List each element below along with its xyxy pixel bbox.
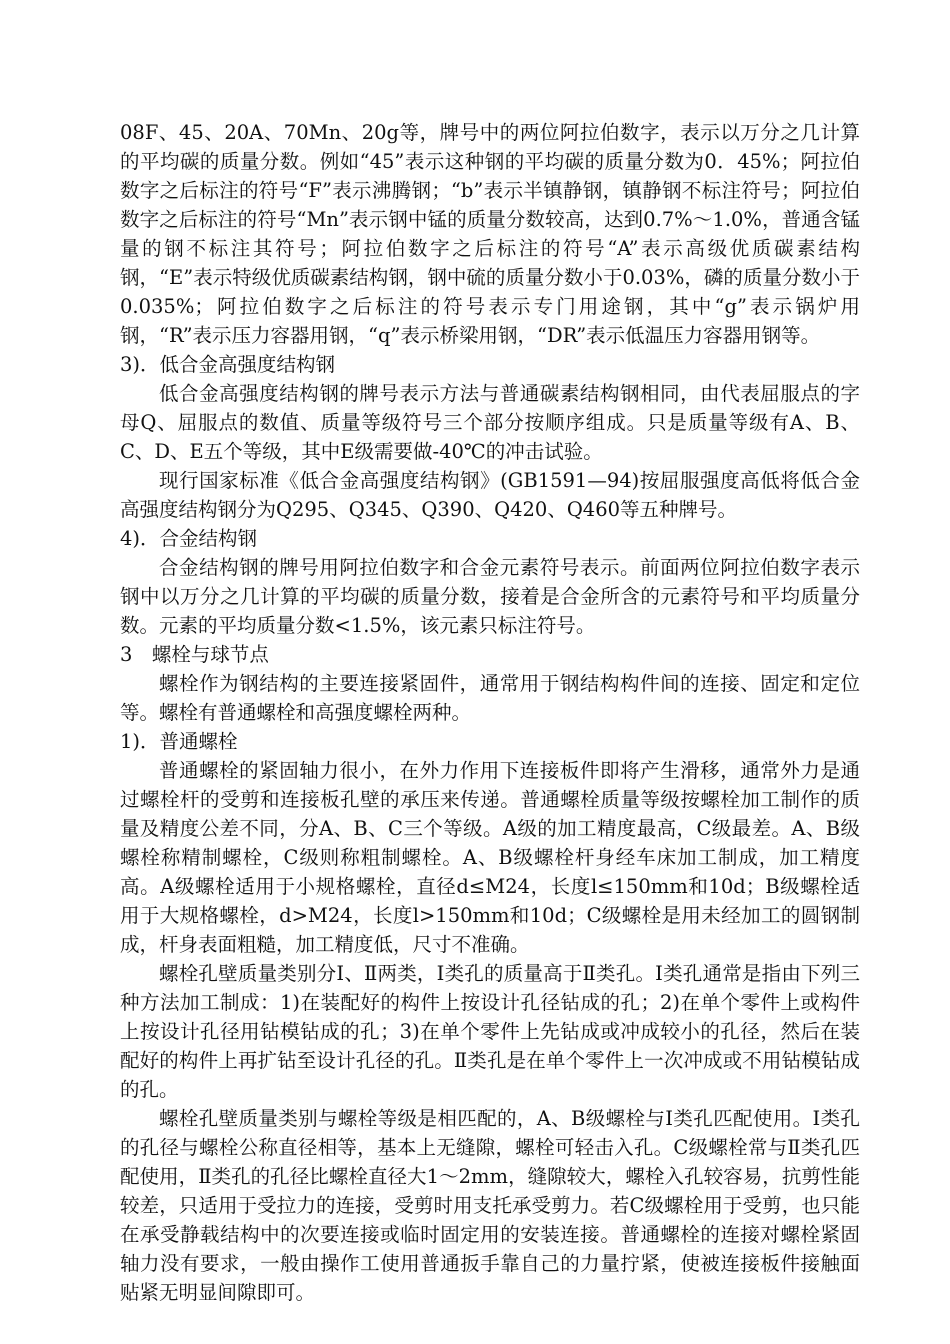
paragraph-bolt-hole-classes: 螺栓孔壁质量类别分Ⅰ、Ⅱ两类，Ⅰ类孔的质量高于Ⅱ类孔。Ⅰ类孔通常是指由下列三种方法加工制成：1)在装配好的构件上按设计孔径钻成的孔；2)在单个零件上或构件上按设计孔径用钻模钻成的孔；3)在单个零件上先钻成或冲成较小的孔径，然后在装配好的构件上再扩钻至设计孔径的孔。Ⅱ类孔是在单个零件上一次冲成或不用钻模钻成的孔。 [120,962,860,1101]
paragraph-alloy-steel-notation: 合金结构钢的牌号用阿拉伯数字和合金元素符号表示。前面两位阿拉伯数字表示钢中以万分之几计算的平均碳的质量分数，接着是合金所含的元素符号和平均质量分数。元素的平均质量分数<1.5%，该元素只标注符号。 [120,556,860,637]
heading-bolts-and-ball-joints: 3 螺栓与球节点 [120,643,269,666]
heading-low-alloy-steel: 3)．低合金高强度结构钢 [120,353,336,376]
document-page [120,118,860,1307]
heading-ordinary-bolts: 1)．普通螺栓 [120,730,238,753]
paragraph-bolt-intro: 螺栓作为钢结构的主要连接紧固件，通常用于钢结构构件间的连接、固定和定位等。螺栓有普通螺栓和高强度螺栓两种。 [120,672,860,724]
heading-alloy-structural-steel: 4)．合金结构钢 [120,527,258,550]
paragraph-ordinary-bolt-grades: 普通螺栓的紧固轴力很小，在外力作用下连接板件即将产生滑移，通常外力是通过螺栓杆的受剪和连接板孔壁的承压来传递。普通螺栓质量等级按螺栓加工制作的质量及精度公差不同，分A、B、C三个等级。A级的加工精度最高，C级最差。A、B级螺栓称精制螺栓，C级则称粗制螺栓。A、B级螺栓杆身经车床加工制成，加工精度高。A级螺栓适用于小规格螺栓，直径d≤M24，长度l≤150mm和10d；B级螺栓适用于大规格螺栓，d>M24，长度l>150mm和10d；C级螺栓是用未经加工的圆钢制成，杆身表面粗糙，加工精度低，尺寸不准确。 [120,759,860,956]
paragraph-bolt-hole-matching: 螺栓孔壁质量类别与螺栓等级是相匹配的，A、B级螺栓与Ⅰ类孔匹配使用。Ⅰ类孔的孔径与螺栓公称直径相等，基本上无缝隙，螺栓可轻击入孔。C级螺栓常与Ⅱ类孔匹配使用，Ⅱ类孔的孔径比螺栓直径大1～2mm，缝隙较大，螺栓入孔较容易，抗剪性能较差，只适用于受拉力的连接，受剪时用支托承受剪力。若C级螺栓用于受剪，也只能在承受静载结构中的次要连接或临时固定用的安装连接。普通螺栓的连接对螺栓紧固轴力没有要求，一般由操作工使用普通扳手靠自己的力量拧紧，使被连接板件接触面贴紧无明显间隙即可。 [120,1107,860,1304]
paragraph-low-alloy-grade-notation: 低合金高强度结构钢的牌号表示方法与普通碳素结构钢相同，由代表屈服点的字母Q、屈服点的数值、质量等级符号三个部分按顺序组成。只是质量等级有A、B、C、D、E五个等级，其中E级需要做-40℃的冲击试验。 [120,382,860,463]
paragraph-carbon-steel-grades: 08F、45、20A、70Mn、20g等，牌号中的两位阿拉伯数字，表示以万分之几计算的平均碳的质量分数。例如“45”表示这种钢的平均碳的质量分数为0．45%；阿拉伯数字之后标注的符号“F”表示沸腾钢；“b”表示半镇静钢，镇静钢不标注符号；阿拉伯数字之后标注的符号“Mn”表示钢中锰的质量分数较高，达到0.7%～1.0%，普通含锰量的钢不标注其符号；阿拉伯数字之后标注的符号“A”表示高级优质碳素结构钢，“E”表示特级优质碳素结构钢，钢中硫的质量分数小于0.03%，磷的质量分数小于0.035%；阿拉伯数字之后标注的符号表示专门用途钢，其中“g”表示锅炉用钢，“R”表示压力容器用钢，“q”表示桥梁用钢，“DR”表示低温压力容器用钢等。 [120,121,860,347]
paragraph-low-alloy-standard: 现行国家标准《低合金高强度结构钢》(GB1591—94)按屈服强度高低将低合金高强度结构钢分为Q295、Q345、Q390、Q420、Q460等五种牌号。 [120,469,860,521]
